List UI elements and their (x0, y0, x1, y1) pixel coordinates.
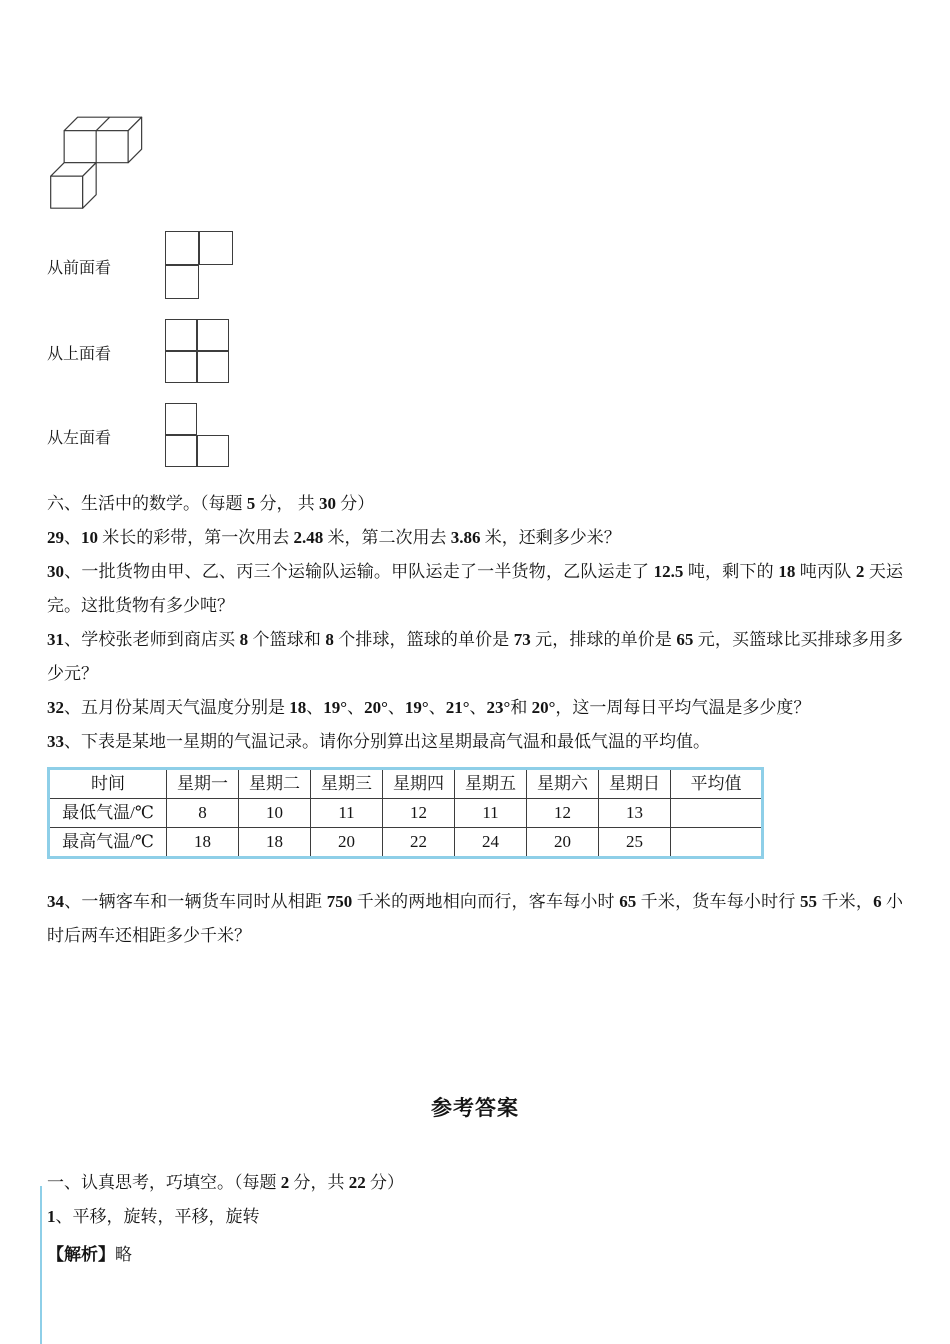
view-label-top: 从上面看 (47, 345, 112, 363)
table-cell: 20 (311, 828, 383, 858)
answer-analysis (47, 1239, 903, 1271)
table-cell: 8 (167, 799, 239, 828)
table-header-row (49, 769, 763, 799)
section-six-title: 六、生活中的数学。（每题 5 分， 共 30 分） (47, 494, 375, 513)
table-header-cell: 星期日 (599, 769, 671, 799)
question-32: 32、五月份某周天气温度分别是 18、19°、20°、19°、21°、23°和 20°，这一周每日平均气温是多少度？ (47, 698, 811, 717)
view-row-left (47, 403, 903, 469)
table-header-cell: 星期五 (455, 769, 527, 799)
table-cell: 10 (239, 799, 311, 828)
analysis-label: 【解析】 (47, 1245, 115, 1264)
view-grid-cell (165, 351, 197, 383)
table-row-label: 最高气温/℃ (49, 828, 167, 858)
temperature-table (47, 767, 764, 859)
table-cell: 22 (383, 828, 455, 858)
view-grid-cell (197, 351, 229, 383)
view-grid-cell (165, 265, 199, 299)
table-cell: 11 (311, 799, 383, 828)
table-cell: 24 (455, 828, 527, 858)
table-row-min-temp (49, 799, 763, 828)
question-29: 29、10 米长的彩带，第一次用去 2.48 米，第二次用去 3.86 米，还剩多少米？ (47, 528, 621, 547)
view-grid-cell (165, 435, 197, 467)
question-30: 30、一批货物由甲、乙、丙三个运输队运输。甲队运走了一半货物，乙队运走了 12.5 吨，剩下的 18 吨丙队 2 天运完。这批货物有多少吨？ (47, 562, 904, 615)
table-cell: 20 (527, 828, 599, 858)
table-header-cell: 星期二 (239, 769, 311, 799)
table-cell: 18 (239, 828, 311, 858)
view-label-left: 从左面看 (47, 429, 112, 447)
question-33: 33、下表是某地一星期的气温记录。请你分别算出这星期最高气温和最低气温的平均值。 (47, 732, 710, 751)
view-grid-left (165, 403, 231, 469)
table-row-label: 最低气温/℃ (49, 799, 167, 828)
table-cell-average (671, 828, 763, 858)
table-cell: 11 (455, 799, 527, 828)
view-grid-cell (197, 435, 229, 467)
table-cell: 12 (383, 799, 455, 828)
answers-title: 参考答案 (431, 1096, 519, 1120)
view-grid-cell (165, 319, 197, 351)
view-grid-front (165, 231, 235, 301)
table-header-cell: 时间 (49, 769, 167, 799)
three-views (47, 231, 903, 469)
question-34: 34、一辆客车和一辆货车同时从相距 750 千米的两地相向而行，客车每小时 65 千米，货车每小时行 55 千米，6 小时后两车还相距多少千米？ (47, 892, 904, 945)
table-cell: 25 (599, 828, 671, 858)
answers-section-one-title: 一、认真思考，巧填空。（每题 2 分，共 22 分） (47, 1173, 404, 1192)
view-grid-cell (197, 319, 229, 351)
table-header-cell: 星期一 (167, 769, 239, 799)
table-header-cell: 星期三 (311, 769, 383, 799)
table-cell-average (671, 799, 763, 828)
view-row-front (47, 231, 903, 301)
view-grid-top (165, 319, 231, 385)
analysis-text: 略 (115, 1245, 132, 1264)
answer-item-1: 1、平移，旋转，平移，旋转 (47, 1207, 260, 1226)
table-header-cell: 平均值 (671, 769, 763, 799)
table-cell: 13 (599, 799, 671, 828)
view-grid-cell (165, 231, 199, 265)
table-header-cell: 星期四 (383, 769, 455, 799)
view-row-top (47, 319, 903, 385)
page-content (0, 105, 950, 1271)
table-cell: 12 (527, 799, 599, 828)
view-label-front: 从前面看 (47, 259, 112, 277)
view-grid-cell (199, 231, 233, 265)
left-border-line (40, 1186, 42, 1344)
question-31: 31、学校张老师到商店买 8 个篮球和 8 个排球，篮球的单价是 73 元，排球的单价是 65 元，买篮球比买排球多用多少元？ (47, 630, 904, 683)
cube-stack-figure (49, 105, 145, 217)
table-row-max-temp (49, 828, 763, 858)
view-grid-cell (165, 403, 197, 435)
table-cell: 18 (167, 828, 239, 858)
table-header-cell: 星期六 (527, 769, 599, 799)
